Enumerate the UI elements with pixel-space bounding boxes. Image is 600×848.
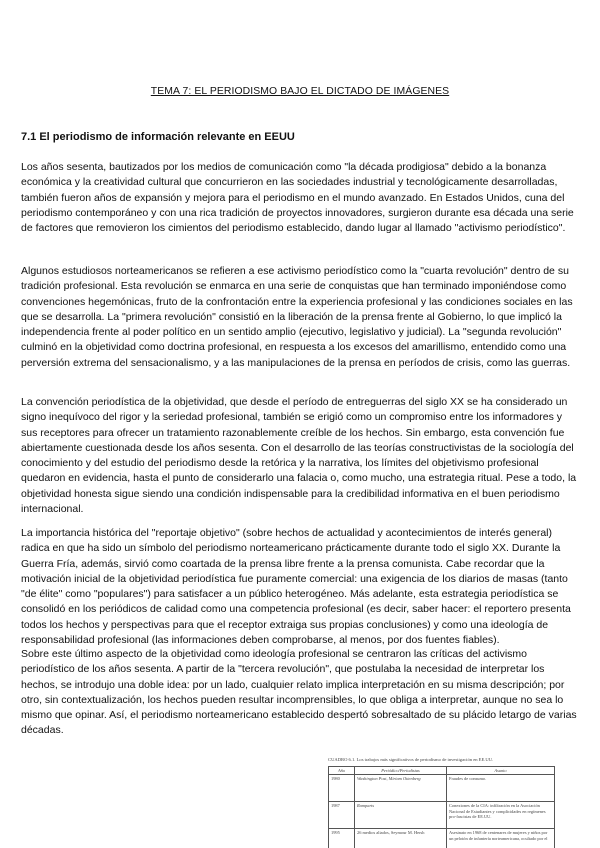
table-row bbox=[329, 829, 555, 848]
table-cell: Washington Post, Miriam Ottenberg bbox=[355, 775, 447, 802]
table-cell: Conexiones de la CIA: infiltración en la Asociación Nacional de Estudiantes y complicidades en regímenes pro-fascistas de EE.UU. bbox=[447, 802, 555, 829]
table-cell: Fraudes de consumo. bbox=[447, 775, 555, 802]
table-figure bbox=[328, 757, 554, 848]
paragraph-2: Algunos estudiosos norteamericanos se refieren a ese activismo periodístico como la "cuarta revolución" dentro de su tradición profesional. Esta revolución se enmarca en una serie de conquistas que han terminado imponiéndose como convenciones hegemónicas, fruto de la confrontación entre la experiencia profesional y las condiciones sociales en las que se desarrolla. La "primera revolución" consistió en la liberación de la prensa frente al Gobierno, lo que implicó la independencia frente al poder político en un sentido amplio (ejecutivo, legislativo y judicial). La "segunda revolución" culminó en la objetividad como doctrina profesional, en respuesta a los excesos del amarillismo, entendido como una perversión extrema del sensacionalismo, y a las manipulaciones de la prensa en períodos de crisis, como las guerras. bbox=[21, 265, 573, 369]
table-cell: 26 medios aliados, Seymour M. Hersh bbox=[355, 829, 447, 848]
table-header-cell: Periódico/Periodistas bbox=[355, 767, 447, 775]
paragraph-4: La importancia histórica del "reportaje objetivo" (sobre hechos de actualidad y acontecimientos de interés general) radica en que ha sido un símbolo del periodismo norteamericano prácticamente durante todo el siglo XX. Durante la Guerra Fría, además, sirvió como coartada de la prensa libre frente a la prensa comunista. Cabe recordar que la motivación inicial de la objetividad periodística fue puramente comercial: una exigencia de los diarios de masas (tanto "de élite" como "populares") para satisfacer a un público heterogéneo. Más adelante, esta estrategia periodística se consolidó en los periódicos de calidad como una competencia profesional (es decir, saber hacer: el reportero presenta todos los hechos y perspectivas para que el receptor extraiga sus propias conclusiones) y como una ideología de responsabilidad profesional (las informaciones deben comprobarse, al menos, por dos fuentes fiables). bbox=[21, 527, 571, 647]
section-heading: 7.1 El periodismo de información relevante en EEUU bbox=[21, 131, 295, 143]
paragraph-3: La convención periodística de la objetividad, que desde el período de entreguerras del siglo XX se ha considerado un signo inequívoco del rigor y la seriedad profesional, también se erigió como un compromiso entre los informadores y sus receptores para ofrecer un tratamiento razonablemente creíble de los hechos. Sin embargo, esta convención fue abiertamente cuestionada desde los años sesenta. Con el desarrollo de las teorías constructivistas de la sociología del conocimiento y del estudio del periodismo desde la retórica y la narrativa, los límites del objetivismo profesional quedaron en evidencia, hasta el punto de considerarlo una falacia o, como mucho, una estrategia ritual. Pese a todo, la objetividad honesta sigue siendo una condición indispensable para la credibilidad informativa en el buen periodismo internacional. bbox=[21, 396, 577, 516]
table-header-row bbox=[329, 767, 555, 775]
table-header-cell: Asunto bbox=[447, 767, 555, 775]
table-cell: 1995 bbox=[329, 829, 355, 848]
table-cell: 1980 bbox=[329, 775, 355, 802]
table-row bbox=[329, 802, 555, 829]
table-caption: CUADRO 6.1. Los trabajos más significativos de periodismo de investigación en EE.UU. bbox=[328, 757, 494, 762]
paragraph-5: Sobre este último aspecto de la objetividad como ideología profesional se centraron las críticas del activismo periodístico de los años sesenta. A partir de la "tercera revolución", que postulaba la necesidad de interpretar los hechos, se introdujo una doble idea: por un lado, cualquier relato implica interpretación en su misma descripción; por otro, sin contextualización, los hechos pueden resultar incomprensibles, lo que obliga a interpretar, aunque no sea lo mismo que opinar. Así, el periodismo norteamericano establecido despertó sobresaltado de su plácido letargo de varias décadas. bbox=[21, 648, 577, 737]
investigative-journalism-table bbox=[328, 766, 555, 848]
table-header-cell: Año bbox=[329, 767, 355, 775]
chapter-title: TEMA 7: EL PERIODISMO BAJO EL DICTADO DE IMÁGENES bbox=[150, 86, 450, 97]
table-cell: 1987 bbox=[329, 802, 355, 829]
table-cell: Asesinato en 1968 de centenares de mujeres y niños por un pelotón de infantería norteamericana, ocultado por el bbox=[447, 829, 555, 848]
table-cell: Ramparts bbox=[355, 802, 447, 829]
table-row bbox=[329, 775, 555, 802]
paragraph-1: Los años sesenta, bautizados por los medios de comunicación como "la década prodigiosa" debido a la bonanza económica y la creatividad cultural que concurrieron en las sociedades industrial y tecnológicamente desarrolladas, también fueron años de expansión y mejora para el periodismo en el mundo avanzado. En Estados Unidos, cuna del periodismo contemporáneo y con una rica tradición de proyectos innovadores, surgieron durante esa década una serie de factores que removieron los cimientos del periodismo establecido, dando lugar al llamado "activismo periodístico". bbox=[21, 161, 574, 235]
